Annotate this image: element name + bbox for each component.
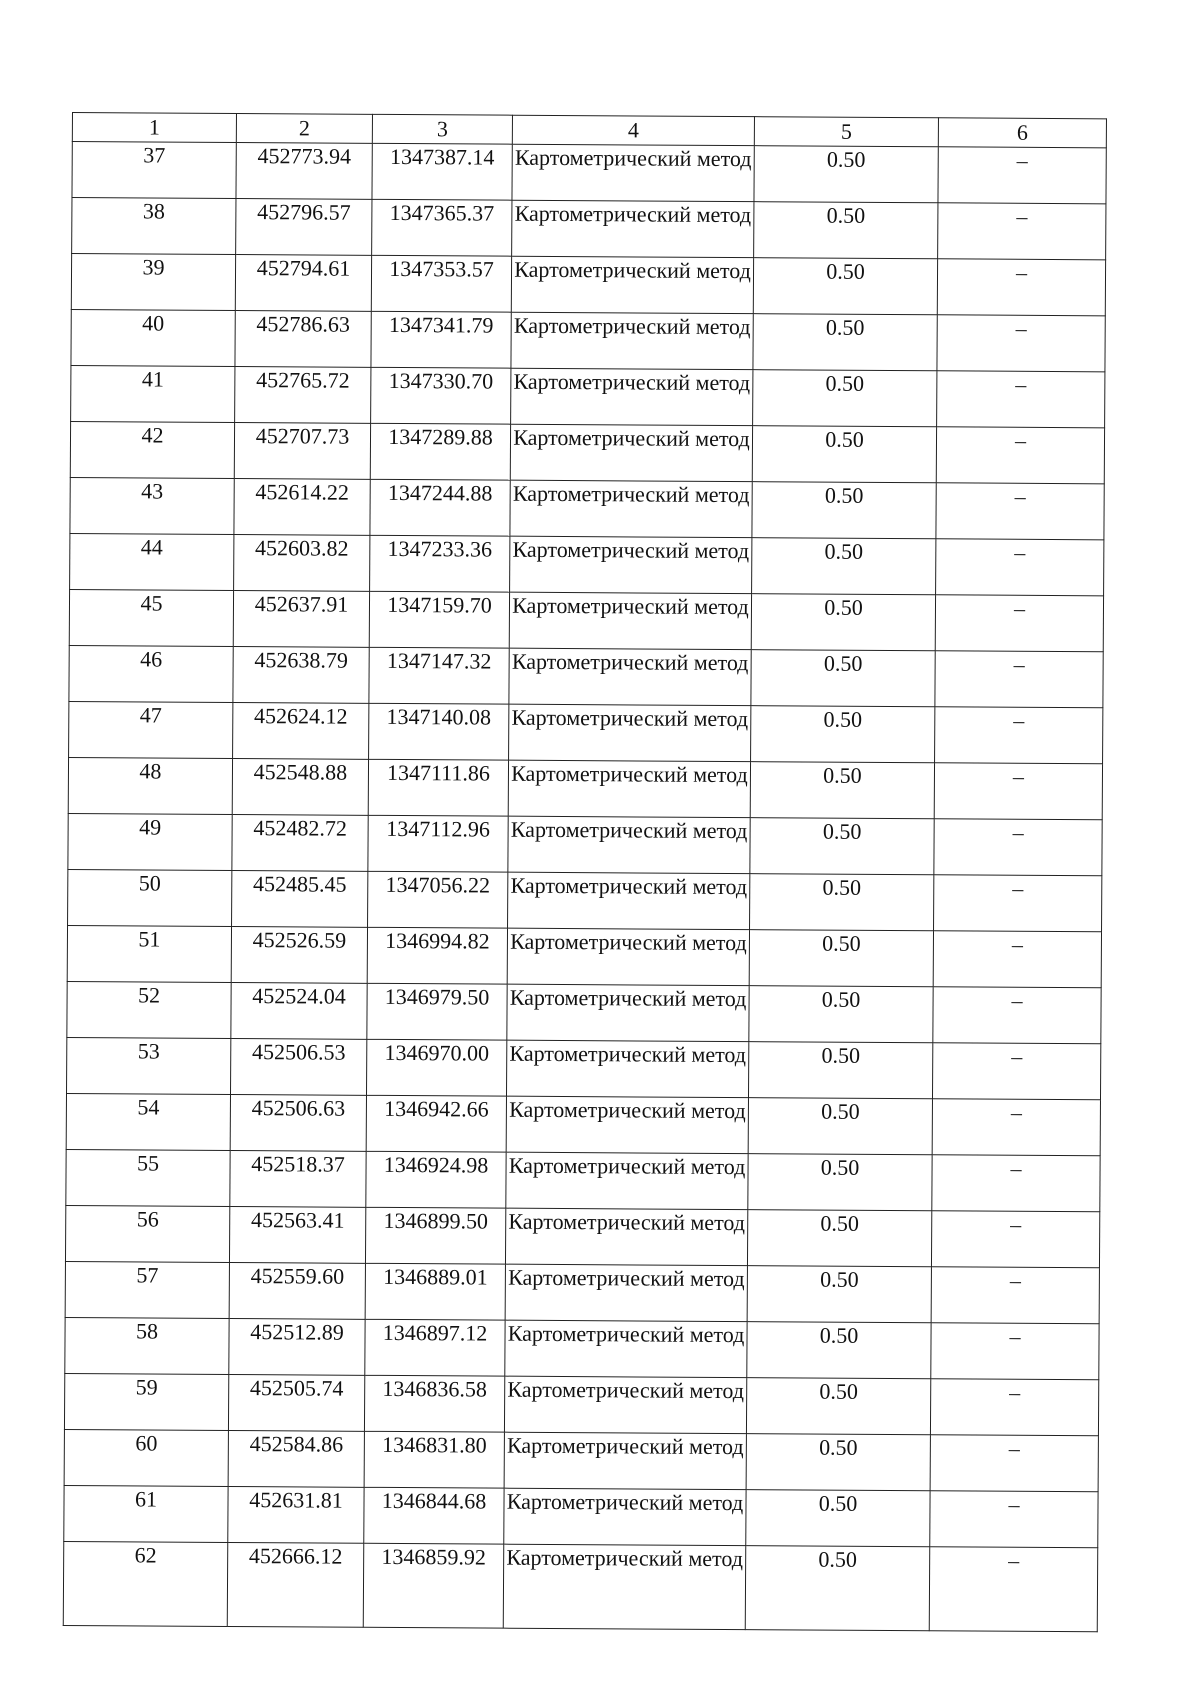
x-coordinate-cell: 452526.59	[231, 926, 367, 983]
method-cell: Картометрический метод	[512, 144, 754, 201]
x-coordinate-cell: 452765.72	[235, 367, 371, 424]
table-row	[71, 309, 1105, 371]
x-coordinate-cell: 452707.73	[234, 422, 370, 479]
note-cell: –	[935, 707, 1103, 764]
table-row	[70, 533, 1104, 595]
x-coordinate-cell: 452548.88	[232, 758, 368, 815]
accuracy-cell: 0.50	[746, 1378, 930, 1435]
accuracy-cell: 0.50	[750, 818, 934, 875]
note-cell: –	[936, 539, 1104, 596]
table-row	[65, 1261, 1099, 1323]
accuracy-cell: 0.50	[748, 1154, 932, 1211]
note-cell: –	[937, 371, 1105, 428]
y-coordinate-cell: 1346924.98	[366, 1151, 506, 1208]
table-row	[69, 645, 1103, 707]
table-row	[68, 869, 1102, 931]
note-cell: –	[936, 483, 1104, 540]
column-header-5: 5	[754, 117, 938, 147]
table-row	[67, 1037, 1101, 1099]
accuracy-cell: 0.50	[751, 594, 935, 651]
method-cell: Картометрический метод	[508, 816, 750, 873]
note-cell: –	[931, 1323, 1099, 1380]
accuracy-cell: 0.50	[750, 762, 934, 819]
y-coordinate-cell: 1347056.22	[368, 871, 508, 928]
point-number-cell: 40	[71, 309, 235, 366]
table-row	[72, 198, 1106, 260]
x-coordinate-cell: 452638.79	[233, 646, 369, 703]
point-number-cell: 50	[68, 869, 232, 926]
point-number-cell: 57	[65, 1261, 229, 1318]
point-number-cell: 45	[69, 589, 233, 646]
point-number-cell: 51	[67, 925, 231, 982]
point-number-cell: 37	[72, 142, 236, 199]
accuracy-cell: 0.50	[746, 1490, 930, 1547]
accuracy-cell: 0.50	[753, 370, 937, 427]
accuracy-cell: 0.50	[751, 650, 935, 707]
point-number-cell: 53	[67, 1037, 231, 1094]
y-coordinate-cell: 1347159.70	[369, 591, 509, 648]
y-coordinate-cell: 1347341.79	[371, 311, 511, 368]
table-row	[67, 925, 1101, 987]
method-cell: Картометрический метод	[508, 872, 750, 929]
x-coordinate-cell: 452584.86	[228, 1430, 364, 1487]
note-cell: –	[931, 1267, 1099, 1324]
table-row	[68, 813, 1102, 875]
column-header-4: 4	[512, 115, 754, 145]
point-number-cell: 61	[64, 1485, 228, 1542]
note-cell: –	[934, 875, 1102, 932]
point-number-cell: 41	[71, 365, 235, 422]
note-cell: –	[931, 1211, 1099, 1268]
note-cell: –	[932, 1099, 1100, 1156]
table-row	[69, 701, 1103, 763]
y-coordinate-cell: 1347147.32	[369, 647, 509, 704]
method-cell: Картометрический метод	[509, 648, 751, 705]
point-number-cell: 54	[66, 1093, 230, 1150]
y-coordinate-cell: 1347353.57	[371, 255, 511, 312]
note-cell: –	[930, 1491, 1098, 1548]
y-coordinate-cell: 1346889.01	[365, 1263, 505, 1320]
y-coordinate-cell: 1346979.50	[367, 983, 507, 1040]
table-row	[71, 254, 1105, 316]
x-coordinate-cell: 452794.61	[235, 255, 371, 312]
point-number-cell: 43	[70, 477, 234, 534]
method-cell: Картометрический метод	[508, 760, 750, 817]
note-cell: –	[933, 931, 1101, 988]
x-coordinate-cell: 452482.72	[232, 814, 368, 871]
x-coordinate-cell: 452518.37	[230, 1150, 366, 1207]
y-coordinate-cell: 1346994.82	[367, 927, 507, 984]
method-cell: Картометрический метод	[511, 256, 753, 313]
accuracy-cell: 0.50	[747, 1210, 931, 1267]
column-header-3: 3	[372, 114, 512, 144]
note-cell: –	[933, 987, 1101, 1044]
table-row	[66, 1149, 1100, 1211]
point-number-cell: 58	[65, 1317, 229, 1374]
point-number-cell: 47	[69, 701, 233, 758]
y-coordinate-cell: 1347330.70	[371, 367, 511, 424]
note-cell: –	[932, 1043, 1100, 1100]
method-cell: Картометрический метод	[505, 1264, 747, 1321]
point-number-cell: 46	[69, 645, 233, 702]
y-coordinate-cell: 1347244.88	[370, 479, 510, 536]
method-cell: Картометрический метод	[509, 592, 751, 649]
table-row	[65, 1205, 1099, 1267]
accuracy-cell: 0.50	[746, 1434, 930, 1491]
x-coordinate-cell: 452506.63	[230, 1094, 366, 1151]
note-cell: –	[938, 203, 1106, 260]
x-coordinate-cell: 452524.04	[231, 982, 367, 1039]
table-row	[65, 1317, 1099, 1379]
accuracy-cell: 0.50	[752, 426, 936, 483]
method-cell: Картометрический метод	[510, 480, 752, 537]
accuracy-cell: 0.50	[747, 1266, 931, 1323]
x-coordinate-cell: 452786.63	[235, 311, 371, 368]
x-coordinate-cell: 452773.94	[236, 143, 372, 200]
method-cell: Картометрический метод	[510, 424, 752, 481]
note-cell: –	[934, 763, 1102, 820]
x-coordinate-cell: 452506.53	[231, 1038, 367, 1095]
point-number-cell: 44	[70, 533, 234, 590]
note-cell: –	[935, 595, 1103, 652]
x-coordinate-cell: 452603.82	[234, 534, 370, 591]
x-coordinate-cell: 452637.91	[233, 590, 369, 647]
x-coordinate-cell: 452485.45	[232, 870, 368, 927]
note-cell: –	[936, 427, 1104, 484]
method-cell: Картометрический метод	[504, 1376, 746, 1433]
table-row	[72, 142, 1106, 204]
table-row	[67, 981, 1101, 1043]
table-row	[66, 1093, 1100, 1155]
accuracy-cell: 0.50	[748, 1042, 932, 1099]
point-number-cell: 55	[66, 1149, 230, 1206]
accuracy-cell: 0.50	[745, 1546, 930, 1631]
method-cell: Картометрический метод	[503, 1544, 746, 1629]
column-header-1: 1	[72, 113, 236, 143]
x-coordinate-cell: 452563.41	[229, 1206, 365, 1263]
accuracy-cell: 0.50	[748, 1098, 932, 1155]
method-cell: Картометрический метод	[506, 1152, 748, 1209]
y-coordinate-cell: 1346844.68	[364, 1487, 504, 1544]
y-coordinate-cell: 1347111.86	[368, 759, 508, 816]
accuracy-cell: 0.50	[753, 314, 937, 371]
note-cell: –	[932, 1155, 1100, 1212]
accuracy-cell: 0.50	[754, 146, 938, 203]
point-number-cell: 42	[70, 421, 234, 478]
method-cell: Картометрический метод	[505, 1320, 747, 1377]
point-number-cell: 60	[64, 1429, 228, 1486]
point-number-cell: 62	[63, 1541, 228, 1626]
y-coordinate-cell: 1347289.88	[370, 423, 510, 480]
table-row	[64, 1485, 1098, 1547]
method-cell: Картометрический метод	[506, 1040, 748, 1097]
note-cell: –	[937, 259, 1105, 316]
table-row	[70, 477, 1104, 539]
accuracy-cell: 0.50	[749, 986, 933, 1043]
point-number-cell: 39	[71, 254, 235, 311]
note-cell: –	[930, 1379, 1098, 1436]
x-coordinate-cell: 452505.74	[228, 1374, 364, 1431]
y-coordinate-cell: 1346970.00	[366, 1039, 506, 1096]
accuracy-cell: 0.50	[750, 874, 934, 931]
x-coordinate-cell: 452624.12	[233, 702, 369, 759]
table-row	[63, 1541, 1097, 1631]
note-cell: –	[930, 1435, 1098, 1492]
y-coordinate-cell: 1346831.80	[364, 1431, 504, 1488]
method-cell: Картометрический метод	[507, 928, 749, 985]
column-header-6: 6	[938, 118, 1106, 148]
table-row	[64, 1429, 1098, 1491]
point-number-cell: 56	[65, 1205, 229, 1262]
table-body	[63, 142, 1106, 1632]
accuracy-cell: 0.50	[751, 706, 935, 763]
accuracy-cell: 0.50	[754, 202, 938, 259]
note-cell: –	[937, 315, 1105, 372]
table-row	[70, 421, 1104, 483]
method-cell: Картометрический метод	[506, 1096, 748, 1153]
y-coordinate-cell: 1346897.12	[365, 1319, 505, 1376]
method-cell: Картометрический метод	[505, 1208, 747, 1265]
x-coordinate-cell: 452796.57	[236, 199, 372, 256]
note-cell: –	[934, 819, 1102, 876]
table-row	[64, 1373, 1098, 1435]
y-coordinate-cell: 1347365.37	[372, 199, 512, 256]
method-cell: Картометрический метод	[511, 312, 753, 369]
method-cell: Картометрический метод	[509, 704, 751, 761]
method-cell: Картометрический метод	[504, 1432, 746, 1489]
x-coordinate-cell: 452666.12	[227, 1542, 364, 1627]
x-coordinate-cell: 452512.89	[229, 1318, 365, 1375]
y-coordinate-cell: 1347387.14	[372, 143, 512, 200]
point-number-cell: 38	[72, 198, 236, 255]
method-cell: Картометрический метод	[511, 368, 753, 425]
method-cell: Картометрический метод	[504, 1488, 746, 1545]
note-cell: –	[938, 147, 1106, 204]
coordinates-table	[63, 112, 1107, 1632]
table-row	[69, 589, 1103, 651]
method-cell: Картометрический метод	[507, 984, 749, 1041]
y-coordinate-cell: 1347112.96	[368, 815, 508, 872]
point-number-cell: 59	[64, 1373, 228, 1430]
accuracy-cell: 0.50	[752, 482, 936, 539]
y-coordinate-cell: 1347233.36	[370, 535, 510, 592]
table-row	[71, 365, 1105, 427]
point-number-cell: 49	[68, 813, 232, 870]
y-coordinate-cell: 1346836.58	[364, 1375, 504, 1432]
y-coordinate-cell: 1347140.08	[369, 703, 509, 760]
note-cell: –	[935, 651, 1103, 708]
point-number-cell: 52	[67, 981, 231, 1038]
x-coordinate-cell: 452631.81	[228, 1486, 364, 1543]
accuracy-cell: 0.50	[747, 1322, 931, 1379]
accuracy-cell: 0.50	[752, 538, 936, 595]
y-coordinate-cell: 1346859.92	[363, 1543, 504, 1628]
accuracy-cell: 0.50	[749, 930, 933, 987]
x-coordinate-cell: 452559.60	[229, 1262, 365, 1319]
y-coordinate-cell: 1346899.50	[365, 1207, 505, 1264]
accuracy-cell: 0.50	[753, 258, 937, 315]
method-cell: Картометрический метод	[510, 536, 752, 593]
note-cell: –	[929, 1547, 1098, 1632]
point-number-cell: 48	[68, 757, 232, 814]
method-cell: Картометрический метод	[512, 200, 754, 257]
table-row	[68, 757, 1102, 819]
column-header-2: 2	[236, 114, 372, 144]
y-coordinate-cell: 1346942.66	[366, 1095, 506, 1152]
x-coordinate-cell: 452614.22	[234, 478, 370, 535]
